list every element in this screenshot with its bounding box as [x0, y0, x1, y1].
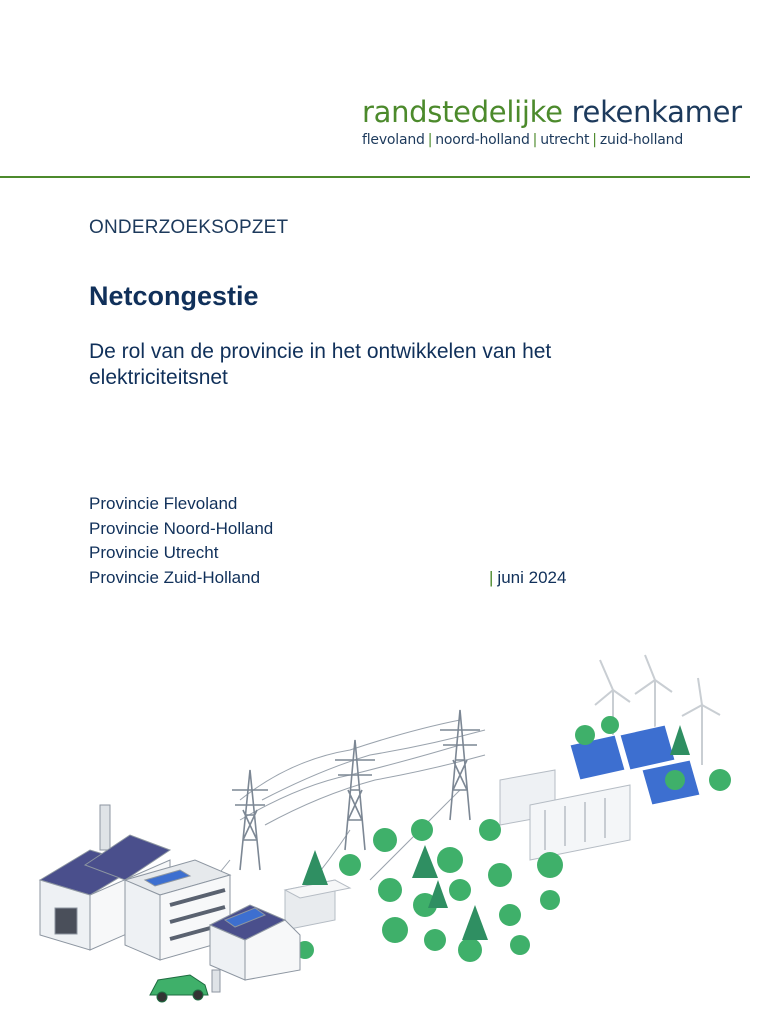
logo-region: utrecht — [540, 132, 590, 148]
energy-grid-illustration-icon — [30, 650, 740, 1010]
charging-station — [212, 970, 220, 992]
logo-wordmark — [362, 96, 742, 128]
province-item: Provincie Noord-Holland — [89, 518, 274, 538]
logo-region: zuid-holland — [599, 132, 684, 148]
substation — [285, 880, 350, 930]
electric-car — [150, 975, 208, 1002]
page-subtitle: De rol van de provincie in het ontwikkelen van het elektriciteitsnet — [89, 340, 552, 389]
logo-region: flevoland — [362, 132, 425, 148]
document-type: ONDERZOEKSOPZET — [89, 217, 289, 238]
logo-region: noord-holland — [435, 132, 530, 148]
date-separator: | — [489, 568, 494, 587]
page-title: Netcongestie — [89, 281, 259, 311]
province-item: Provincie Utrecht — [89, 543, 219, 562]
date-text: juni 2024 — [497, 568, 567, 587]
publication-date — [489, 566, 566, 590]
header-divider — [0, 176, 750, 178]
logo-regions — [362, 132, 683, 148]
logo-separator: | — [427, 132, 433, 148]
province-item: Provincie Zuid-Holland — [89, 567, 261, 587]
logo-separator: | — [532, 132, 538, 148]
logo-word-2: rekenkamer — [571, 95, 742, 129]
logo-word-1: randstedelijke — [362, 95, 563, 129]
battery-storage — [500, 770, 630, 860]
logo-separator: | — [592, 132, 597, 148]
pylon — [335, 740, 375, 850]
province-item: Provincie Flevoland — [89, 494, 238, 513]
pylon — [232, 770, 268, 870]
province-list — [89, 492, 273, 590]
